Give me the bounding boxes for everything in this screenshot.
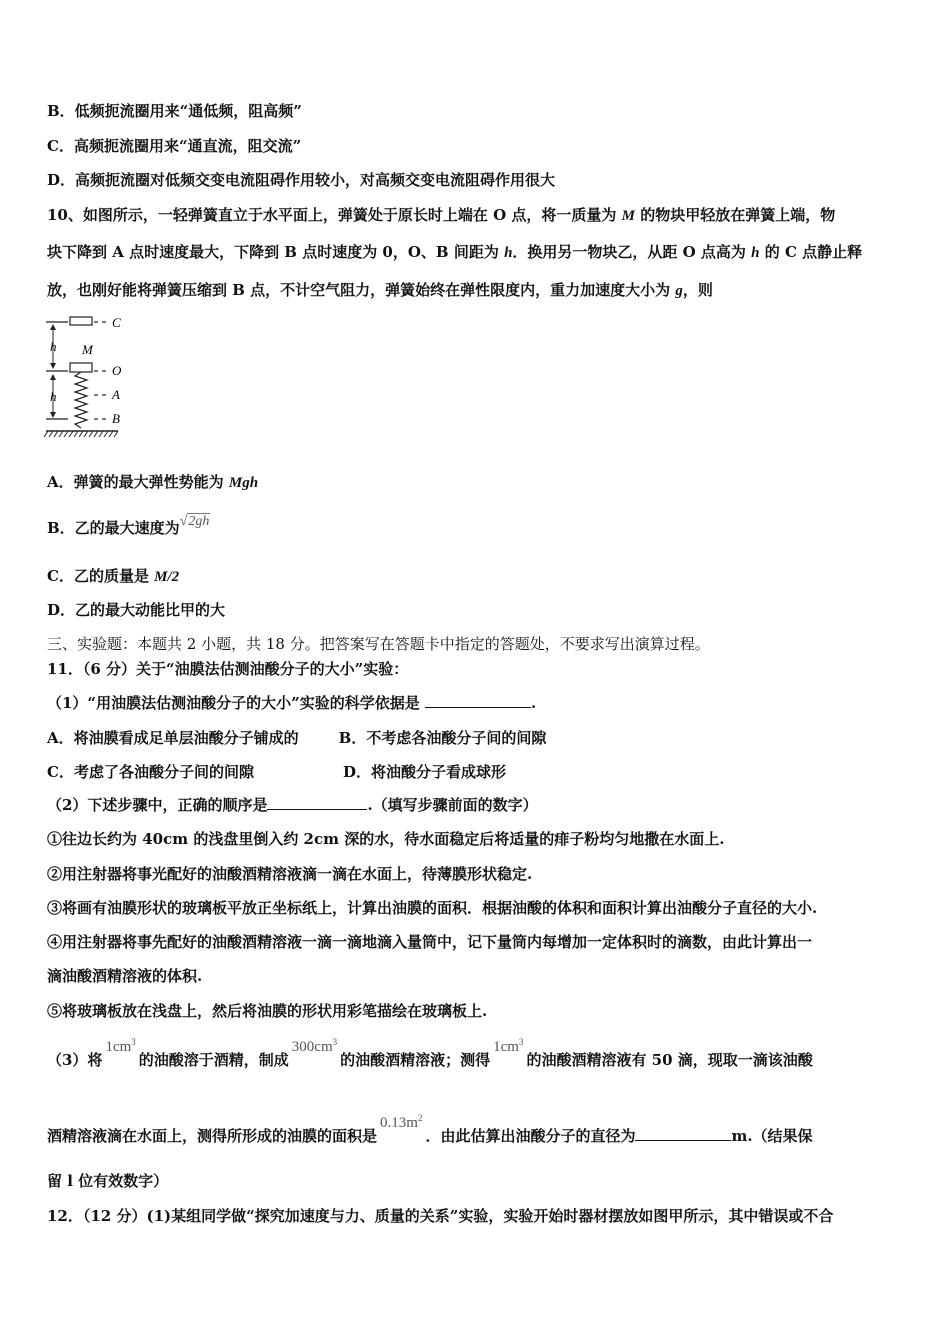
q12-line-1: 12．（12 分）(1)某组同学做“探究加速度与力、质量的关系”实验，实验开始时器材摆放如图甲所示，其中错误或不合 <box>47 1207 834 1225</box>
q11-title: 11．（6 分）关于“油膜法估测油酸分子的大小”实验： <box>47 660 409 678</box>
q10-option-c: C．乙的质量是 M/2 <box>47 567 180 585</box>
q10-option-d: D．乙的最大动能比甲的大 <box>47 601 226 619</box>
label-m: M <box>82 342 93 357</box>
label-h-upper: h <box>50 339 57 354</box>
q10-option-a: A．弹簧的最大弹性势能为 Mgh <box>47 473 259 491</box>
q9-option-c: C．高频扼流圈用来“通直流，阻交流” <box>47 137 302 155</box>
answer-blank-3[interactable] <box>635 1126 731 1141</box>
q9-option-b: B．低频扼流圈用来“通低频，阻高频” <box>47 102 302 120</box>
q11-step-3: ③将画有油膜形状的玻璃板平放正坐标纸上，计算出油膜的面积．根据油酸的体积和面积计算出油酸分子直径的大小. <box>47 899 818 917</box>
area-value: $0.13m^2$ <box>380 1113 423 1131</box>
q10-stem-line-3: 放，也刚好能将弹簧压缩到 B 点，不计空气阻力，弹簧始终在弹性限度内，重力加速度大小为 g，则 <box>47 281 713 299</box>
q11-step-5: ⑤将玻璃板放在浅盘上，然后将油膜的形状用彩笔描绘在玻璃板上. <box>47 1002 488 1020</box>
q10-option-b: B．乙的最大速度为√2gh <box>47 514 210 537</box>
sqrt-expression: √2gh <box>179 514 210 529</box>
q11-options-row-2: C．考虑了各油酸分子间的间隙 D．将油酸分子看成球形 <box>47 763 507 781</box>
q11-part-3-line-1: （3）将$1cm^3$的油酸溶于酒精，制成$300cm^3$的油酸酒精溶液；测得$1cm^3$的油酸酒精溶液有 50 滴，现取一滴该油酸 <box>47 1037 813 1069</box>
volume-300cm3: $300cm^3$ <box>291 1037 338 1055</box>
label-c: C <box>112 315 121 330</box>
answer-blank-1[interactable] <box>425 693 531 708</box>
spring-diagram <box>44 313 134 443</box>
label-b: B <box>112 411 120 426</box>
q11-step-2: ②用注射器将事光配好的油酸酒精溶液滴一滴在水面上，待薄膜形状稳定. <box>47 865 533 883</box>
q11-part-3-line-2: 酒精溶液滴在水面上，测得所形成的油膜的面积是$0.13m^2$．由此估算出油酸分子的直径为 m.（结果保 <box>47 1113 813 1145</box>
q11-part-1: （1）“用油膜法估测油酸分子的大小”实验的科学依据是 . <box>47 694 537 712</box>
q10-stem-line-2: 块下降到 A 点时速度最大，下降到 B 点时速度为 0，O、B 间距为 h．换用另一物块乙，从距 O 点高为 h 的 C 点静止释 <box>47 243 863 261</box>
q11-step-4-line-1: ④用注射器将事先配好的油酸酒精溶液一滴一滴地滴入量筒中，记下量筒内每增加一定体积时的滴数，由此计算出一 <box>47 933 813 951</box>
q11-step-1: ①往边长约为 40cm 的浅盘里倒入约 2cm 深的水，待水面稳定后将适量的痱子粉均匀地撒在水面上. <box>47 830 725 848</box>
q9-option-d: D．高频扼流圈对低频交变电流阻碍作用较小，对高频交变电流阻碍作用很大 <box>47 171 556 189</box>
label-h-lower: h <box>50 389 57 404</box>
volume-1cm3-b: $1cm^3$ <box>493 1037 524 1055</box>
answer-blank-2[interactable] <box>267 795 367 810</box>
label-a: A <box>112 387 120 402</box>
section-3-heading: 三、实验题：本题共 2 小题，共 18 分。把答案写在答题卡中指定的答题处，不要求写出演算过程。 <box>47 635 710 653</box>
q10-stem-line-1: 10、如图所示，一轻弹簧直立于水平面上，弹簧处于原长时上端在 O 点，将一质量为 M 的物块甲轻放在弹簧上端，物 <box>47 206 836 224</box>
volume-1cm3-a: $1cm^3$ <box>105 1037 136 1055</box>
q11-part-3-line-3: 留 l 位有效数字） <box>47 1172 169 1190</box>
q11-options-row-1: A．将油膜看成足单层油酸分子铺成的 B．不考虑各油酸分子间的间隙 <box>47 729 547 747</box>
q11-step-4-line-2: 滴油酸酒精溶液的体积. <box>47 967 203 985</box>
label-o: O <box>112 363 122 378</box>
q11-part-2: （2）下述步骤中，正确的顺序是 .（填写步骤前面的数字） <box>47 796 538 814</box>
